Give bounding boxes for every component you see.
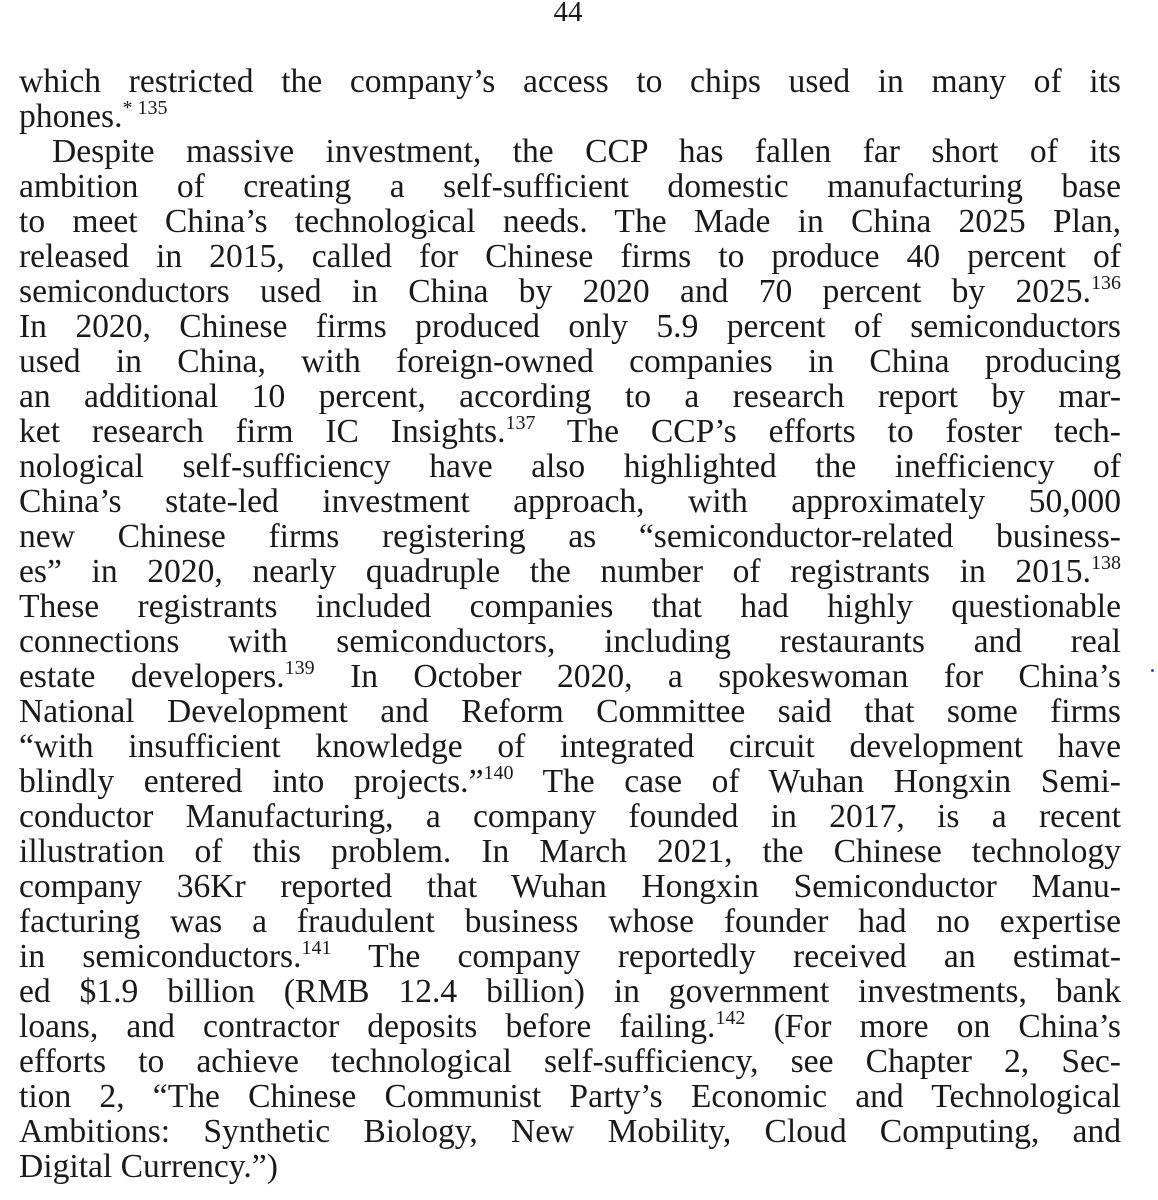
text-line (19, 974, 1121, 1009)
footnote-ref[interactable]: 136 (1091, 272, 1121, 294)
text-segment: Despite massive investment, the CCP has fallen far short of its (52, 133, 1121, 170)
text-line (19, 519, 1121, 554)
text-line (19, 379, 1121, 414)
text-line (19, 309, 1121, 344)
text-segment: The case of Wuhan Hongxin Semi- (513, 763, 1121, 800)
footnote-ref[interactable]: 140 (483, 762, 514, 784)
text-segment: to meet China’s technological needs. The Made in China 2025 Plan, (19, 203, 1121, 240)
text-segment: The company reportedly received an estimat- (331, 938, 1122, 975)
text-line (19, 764, 1121, 799)
paragraph (19, 64, 1121, 134)
text-line (19, 554, 1121, 589)
text-segment: estate developers. (19, 658, 285, 695)
text-line (19, 729, 1121, 764)
text-segment: facturing was a fraudulent business whose founder had no expertise (19, 903, 1121, 940)
footnote-ref[interactable]: 141 (301, 937, 332, 959)
text-line (19, 64, 1121, 99)
text-segment: illustration of this problem. In March 2021, the Chinese technology (19, 833, 1121, 870)
text-segment: company 36Kr reported that Wuhan Hongxin Semiconductor Manu- (19, 868, 1121, 905)
footnote-ref[interactable]: 137 (505, 412, 536, 434)
footnote-ref[interactable]: 142 (715, 1007, 746, 1029)
text-segment: Digital Currency.”) (19, 1148, 278, 1185)
text-segment: es” in 2020, nearly quadruple the number of registrants in 2015. (19, 553, 1091, 590)
text-segment: loans, and contractor deposits before failing. (19, 1008, 716, 1045)
text-segment: used in China, with foreign-owned companies in China producing (19, 343, 1121, 380)
text-segment: ed $1.9 billion (RMB 12.4 billion) in government investments, bank (19, 973, 1121, 1010)
text-segment: In 2020, Chinese firms produced only 5.9 percent of semiconductors (19, 308, 1121, 345)
text-line (19, 344, 1121, 379)
text-line (19, 1079, 1121, 1114)
text-line (19, 659, 1121, 694)
text-segment: National Development and Reform Committee said that some firms (19, 693, 1121, 730)
text-segment: “with insufficient knowledge of integrated circuit development have (19, 728, 1121, 765)
text-line (19, 589, 1121, 624)
text-line (19, 799, 1121, 834)
text-line (19, 694, 1121, 729)
body-text (19, 64, 1121, 1184)
text-segment: In October 2020, a spokeswoman for China’s (314, 658, 1121, 695)
text-segment: new Chinese firms registering as “semiconductor-related business- (19, 518, 1121, 555)
text-line (19, 274, 1121, 309)
footnote-ref[interactable]: 139 (284, 657, 315, 679)
text-line (19, 204, 1121, 239)
text-line (19, 904, 1121, 939)
text-line (19, 1009, 1121, 1044)
text-line (19, 624, 1121, 659)
text-segment: phones. (19, 98, 123, 135)
text-segment: blindly entered into projects.” (19, 763, 484, 800)
text-line (19, 834, 1121, 869)
text-segment: an additional 10 percent, according to a research report by mar- (19, 378, 1121, 415)
text-segment: China’s state-led investment approach, with approximately 50,000 (19, 483, 1121, 520)
text-line (19, 1149, 1121, 1184)
text-segment: conductor Manufacturing, a company founded in 2017, is a recent (19, 798, 1121, 835)
text-segment: in semiconductors. (19, 938, 302, 975)
footnote-ref[interactable]: 138 (1091, 552, 1121, 574)
text-segment: released in 2015, called for Chinese firms to produce 40 percent of (19, 238, 1121, 275)
text-line (19, 414, 1121, 449)
text-line (19, 449, 1121, 484)
text-line (19, 484, 1121, 519)
text-line (19, 1044, 1121, 1079)
text-segment: The CCP’s efforts to foster tech- (535, 413, 1121, 450)
footnote-ref[interactable]: * 135 (122, 97, 168, 119)
text-line (19, 99, 1121, 134)
text-segment: tion 2, “The Chinese Communist Party’s Economic and Technological (19, 1078, 1121, 1115)
text-segment: ambition of creating a self-sufficient domestic manufacturing base (19, 168, 1121, 205)
text-line (19, 134, 1121, 169)
text-segment: (For more on China’s (745, 1008, 1121, 1045)
text-line (19, 939, 1121, 974)
text-segment: connections with semiconductors, including restaurants and real (19, 623, 1121, 660)
text-segment: nological self-sufficiency have also highlighted the inefficiency of (19, 448, 1121, 485)
page-number: 44 (553, 0, 583, 28)
text-segment: ket research firm IC Insights. (19, 413, 506, 450)
text-line (19, 169, 1121, 204)
text-line (19, 869, 1121, 904)
text-line (19, 239, 1121, 274)
text-segment: Ambitions: Synthetic Biology, New Mobility, Cloud Computing, and (19, 1113, 1121, 1150)
paragraph (19, 134, 1121, 1184)
stray-mark (1151, 669, 1154, 672)
text-line (19, 1114, 1121, 1149)
text-segment: semiconductors used in China by 2020 and 70 percent by 2025. (19, 273, 1091, 310)
text-segment: These registrants included companies that had highly questionable (19, 588, 1121, 625)
text-segment: efforts to achieve technological self-sufficiency, see Chapter 2, Sec- (19, 1043, 1121, 1080)
text-segment: which restricted the company’s access to chips used in many of its (19, 63, 1121, 100)
